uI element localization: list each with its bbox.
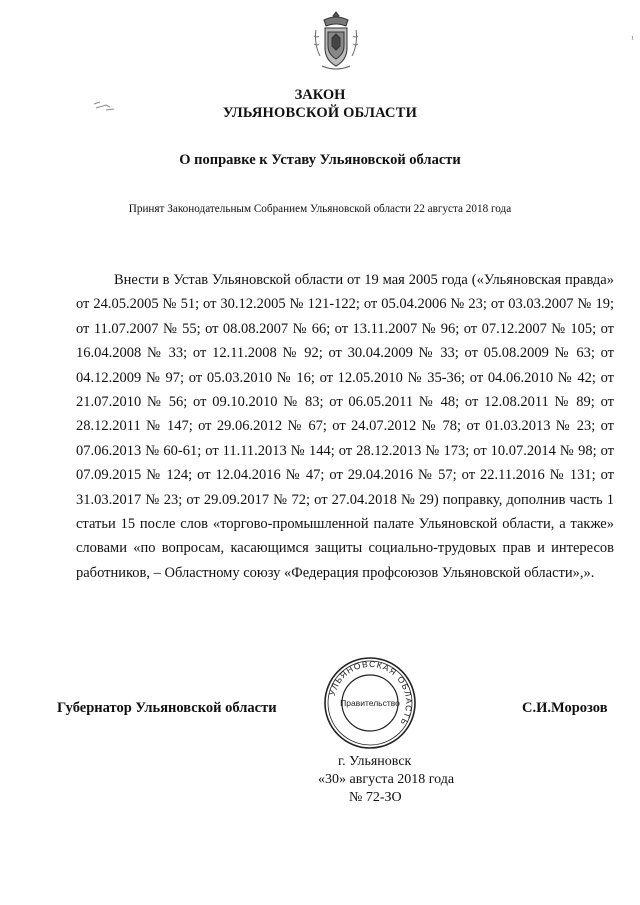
svg-text:УЛЬЯНОВСКАЯ ОБЛАСТЬ: УЛЬЯНОВСКАЯ ОБЛАСТЬ (326, 658, 415, 728)
coat-of-arms-icon (312, 10, 360, 72)
law-subject: О поправке к Уставу Ульяновской области (179, 152, 461, 168)
city: г. Ульяновск (338, 754, 412, 769)
svg-text:Правительство: Правительство (340, 698, 400, 708)
law-body: Внести в Устав Ульяновской области от 19 мая 2005 года («Ульяновская правда» от 24.05.2005 № 51; от 30.12.2005 № 121-122; от 05.04.2006 № 23; от 03.03.2007 № 19; от 11.07.2007 № 55; от 08.08.2007 № 66; от 13.11.2007 № 96; от 07.12.2007 № 105; от 16.04.2008 № 33; от 12.11.2008 № 92; от 30.04.2009 № 33; от 05.08.2009 № 63; от 04.12.2009 № 97; от 05.03.2010 № 16; от 12.05.2010 № 35-36; от 04.06.2010 № 42; от 21.07.2010 № 56; от 09.10.2010 № 83; от 06.05.2011 № 48; от 12.08.2011 № 89; от 28.12.2011 № 147; от 29.06.2012 № 67; от 24.07.2012 № 78; от 01.03.2013 № 23; от 07.06.2013 № 60-61; от 11.11.2013 № 144; от 28.12.2013 № 173; от 10.07.2014 № 98; от 07.09.2015 № 124; от 12.04.2016 № 47; от 29.04.2016 № 57; от 22.11.2016 № 131; от 31.03.2017 № 23; от 29.09.2017 № 72; от 27.04.2018 № 29) поправку, дополнив часть 1 статьи 15 после слов «торгово-промышленной палате Ульяновской области, а также» словами «по вопросам, касающимся защиты социально-трудовых прав и интересов работников, – Областному союзу «Федерация профсоюзов Ульяновской области»,». (76, 272, 614, 581)
edge-mark: ¹ (631, 34, 634, 44)
adoption-note: Принят Законодательным Собранием Ульяновской области 22 августа 2018 года (128, 203, 512, 215)
law-number: № 72-ЗО (349, 790, 402, 805)
official-seal-icon (322, 655, 418, 751)
law-label: ЗАКОН (294, 87, 346, 103)
region-title: УЛЬЯНОВСКОЙ ОБЛАСТИ (222, 105, 418, 121)
signatory-name: С.И.Морозов (522, 700, 608, 716)
signatory-position: Губернатор Ульяновской области (57, 700, 277, 716)
law-date: «30» августа 2018 года (318, 772, 455, 787)
